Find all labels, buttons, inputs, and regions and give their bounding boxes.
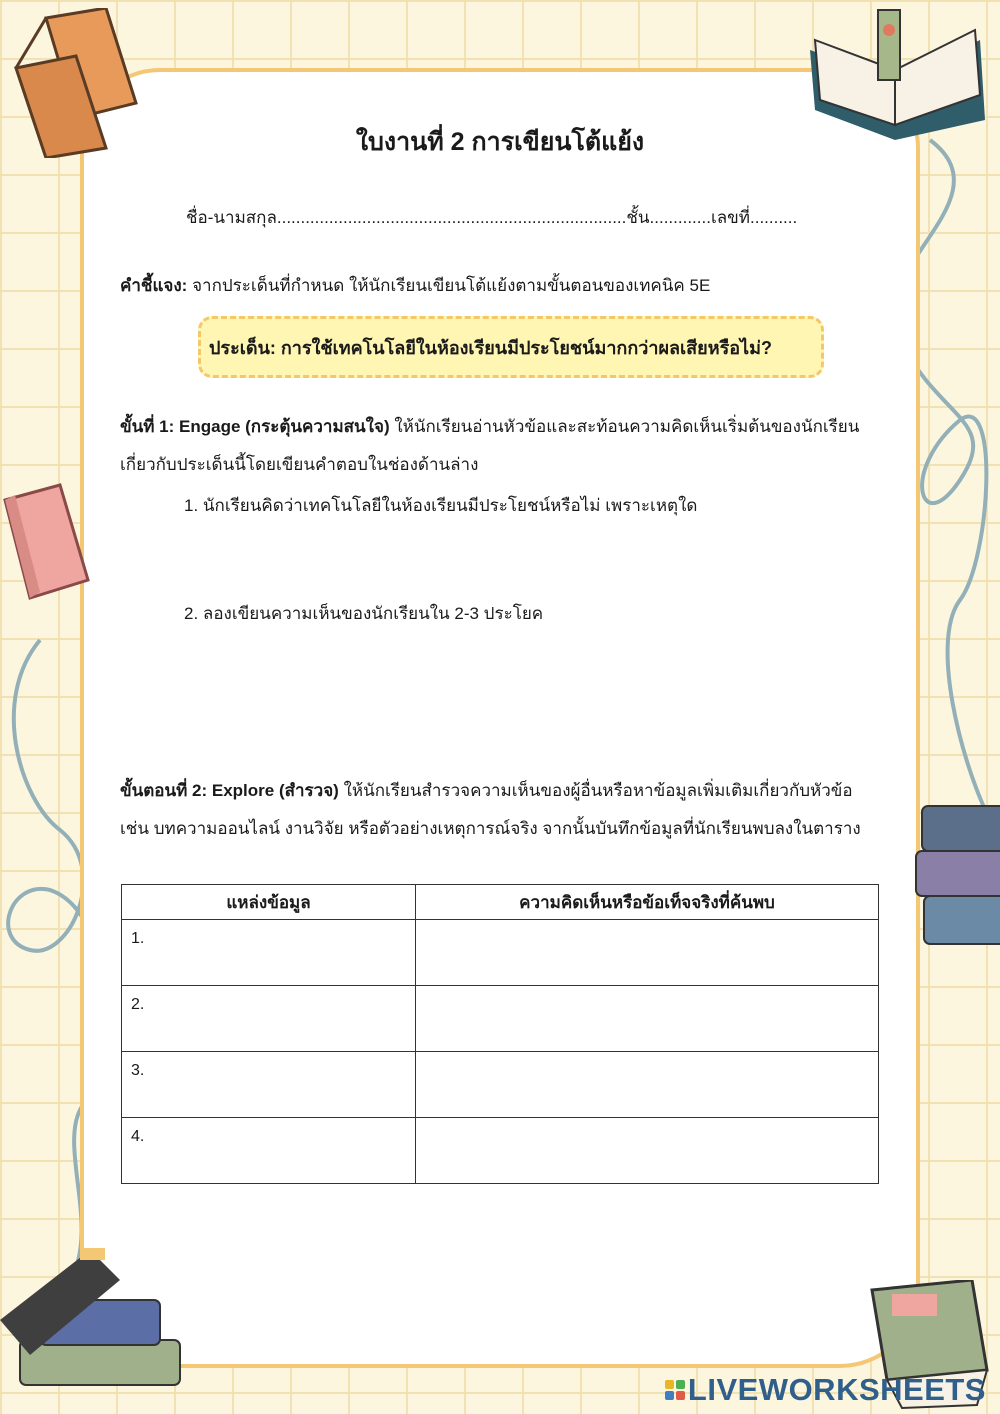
instruction-label: คำชี้แจง: (120, 276, 188, 295)
instruction-text: จากประเด็นที่กำหนด ให้นักเรียนเขียนโต้แย้งตามขั้นตอนของเทคนิค 5E (187, 276, 711, 295)
book-icon (0, 480, 90, 610)
step2-text: ให้นักเรียนสำรวจความเห็นของผู้อื่นหรือหาข้อมูลเพิ่มเติมเกี่ยวกับหัวข้อ เช่น บทความออนไลน์ งานวิจัย หรือตัวอย่างเหตุการณ์จริง จากนั้นบันทึกข้อมูลที่นักเรียนพบลงในตาราง (120, 781, 861, 838)
table-row (122, 1118, 879, 1184)
book-stack-icon (0, 1240, 200, 1410)
instruction-line (120, 272, 710, 299)
step1-paragraph (120, 408, 880, 484)
findings-cell[interactable] (416, 1118, 879, 1184)
student-info-line[interactable]: ชื่อ-นามสกุล..........................................................................ชั้น.............เลขที่.......... (186, 208, 798, 227)
logo-text: LIVEWORKSHEETS (687, 1372, 986, 1407)
step2-paragraph (120, 772, 880, 848)
findings-cell[interactable] (416, 986, 879, 1052)
findings-cell[interactable] (416, 920, 879, 986)
step1-text: ให้นักเรียนอ่านหัวข้อและสะท้อนความคิดเห็นเริ่มต้นของนักเรียนเกี่ยวกับประเด็นนี้โดยเขียนคำตอบในช่องด้านล่าง (120, 417, 860, 474)
source-table (121, 884, 879, 1184)
step2-heading: ขั้นตอนที่ 2: Explore (สำรวจ) (120, 781, 339, 800)
issue-box (198, 316, 824, 378)
table-row (122, 986, 879, 1052)
findings-cell[interactable] (416, 1052, 879, 1118)
question-2: 2. ลองเขียนความเห็นของนักเรียนใน 2-3 ประโยค (184, 604, 544, 623)
book-stack-icon (912, 796, 1000, 956)
row-number-cell[interactable]: 1. (122, 920, 416, 986)
header-source: แหล่งข้อมูล (122, 885, 416, 920)
step1-heading: ขั้นที่ 1: Engage (กระตุ้นความสนใจ) (120, 417, 390, 436)
table-row (122, 920, 879, 986)
issue-text: ประเด็น: การใช้เทคโนโลยีในห้องเรียนมีประโยชน์มากกว่าผลเสียหรือไม่? (209, 337, 772, 358)
row-number-cell[interactable]: 3. (122, 1052, 416, 1118)
liveworksheets-logo[interactable] (665, 1372, 986, 1408)
table-row (122, 1052, 879, 1118)
table-header-row (122, 885, 879, 920)
header-findings: ความคิดเห็นหรือข้อเท็จจริงที่ค้นพบ (416, 885, 879, 920)
page-title: ใบงานที่ 2 การเขียนโต้แย้ง (355, 128, 645, 156)
open-book-icon (800, 0, 990, 140)
row-number-cell[interactable]: 2. (122, 986, 416, 1052)
row-number-cell[interactable]: 4. (122, 1118, 416, 1184)
question-1: 1. นักเรียนคิดว่าเทคโนโลยีในห้องเรียนมีประโยชน์หรือไม่ เพราะเหตุใด (184, 496, 698, 515)
logo-mark-icon (665, 1380, 685, 1400)
